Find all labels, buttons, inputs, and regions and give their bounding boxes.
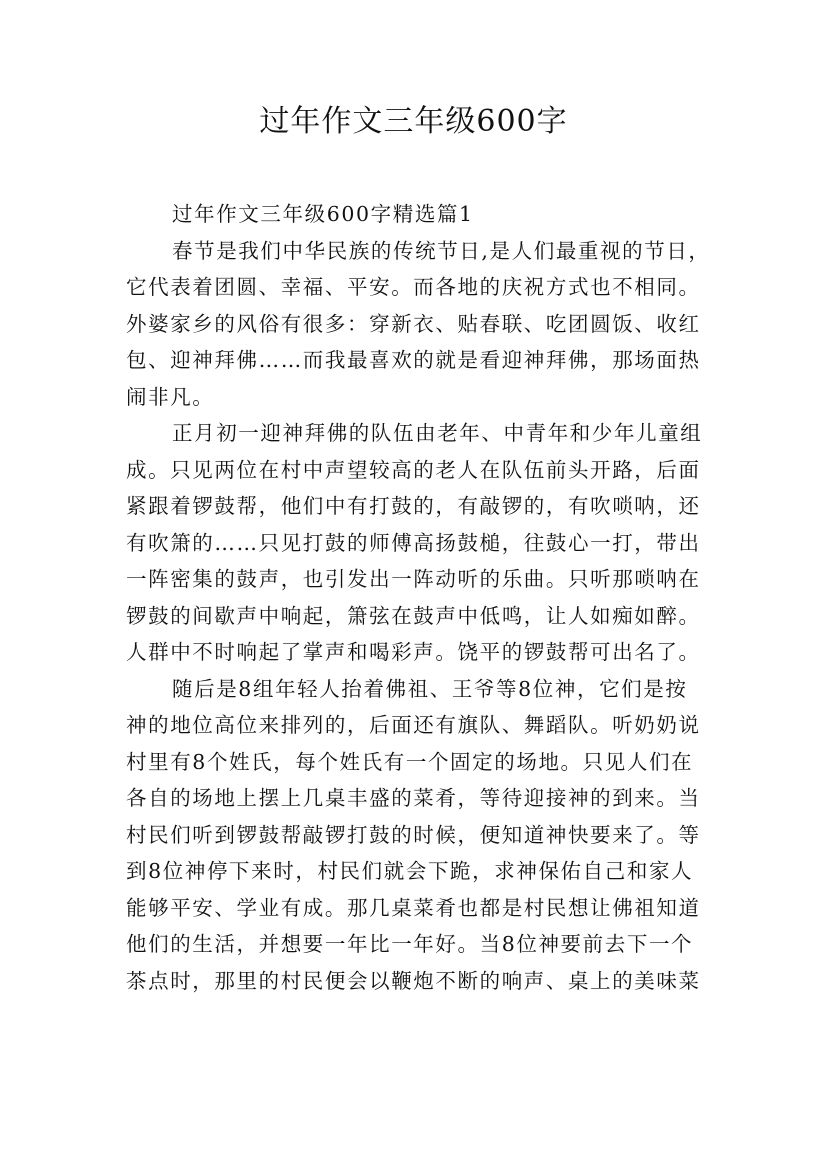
paragraph-line: 神的地位高位来排列的，后面还有旗队、舞蹈队。听奶奶说	[126, 713, 701, 737]
paragraph-line: 村民们听到锣鼓帮敲锣打鼓的时候，便知道神快要来了。等	[126, 822, 701, 847]
paragraph-line: 到8位神停下来时，村民们就会下跪，求神保佑自己和家人	[126, 859, 694, 883]
document-title: 过年作文三年级600字	[259, 104, 568, 139]
paragraph-line: 能够平安、学业有成。那几桌菜肴也都是村民想让佛祖知道	[126, 895, 701, 920]
paragraph-line: 成。只见两位在村中声望较高的老人在队伍前头开路，后面	[126, 457, 701, 482]
paragraph-2	[126, 415, 706, 671]
paragraph-line: 春节是我们中华民族的传统节日,是人们最重视的节日，	[172, 238, 711, 263]
paragraph-line: 村里有8个姓氏，每个姓氏有一个固定的场地。只见人们在	[126, 749, 694, 774]
paragraph-line: 正月初一迎神拜佛的队伍由老年、中青年和少年儿童组	[172, 421, 703, 445]
paragraph-line: 锣鼓的间歇声中响起，箫弦在鼓声中低鸣，让人如痴如醉。	[126, 603, 701, 628]
paragraph-line: 随后是8组年轻人抬着佛祖、王爷等8位神，它们是按	[172, 676, 688, 701]
paragraph-line: 有吹箫的……只见打鼓的师傅高扬鼓槌，往鼓心一打，带出	[126, 530, 701, 555]
document-body	[126, 196, 711, 999]
paragraph-line: 紧跟着锣鼓帮，他们中有打鼓的，有敲锣的，有吹唢呐，还	[126, 494, 701, 518]
section-heading: 过年作文三年级600字精选篇1	[172, 202, 474, 226]
paragraph-line: 茶点时，那里的村民便会以鞭炮不断的响声、桌上的美味菜	[126, 968, 701, 993]
paragraph-line: 外婆家乡的风俗有很多：穿新衣、贴春联、吃团圆饭、收红	[126, 311, 701, 336]
paragraph-line: 它代表着团圆、幸福、平安。而各地的庆祝方式也不相同。	[126, 275, 701, 299]
paragraph-3	[126, 671, 706, 1000]
paragraph-line: 一阵密集的鼓声，也引发出一阵动听的乐曲。只听那唢呐在	[126, 567, 701, 591]
paragraph-line: 包、迎神拜佛……而我最喜欢的就是看迎神拜佛，那场面热	[126, 348, 701, 372]
paragraph-line: 人群中不时响起了掌声和喝彩声。饶平的锣鼓帮可出名了。	[126, 640, 701, 664]
paragraph-line: 他们的生活，并想要一年比一年好。当8位神要前去下一个	[126, 932, 694, 956]
paragraph-line: 闹非凡。	[126, 384, 215, 409]
paragraph-1	[126, 233, 711, 416]
paragraph-line: 各自的场地上摆上几桌丰盛的菜肴，等待迎接神的到来。当	[126, 786, 701, 810]
